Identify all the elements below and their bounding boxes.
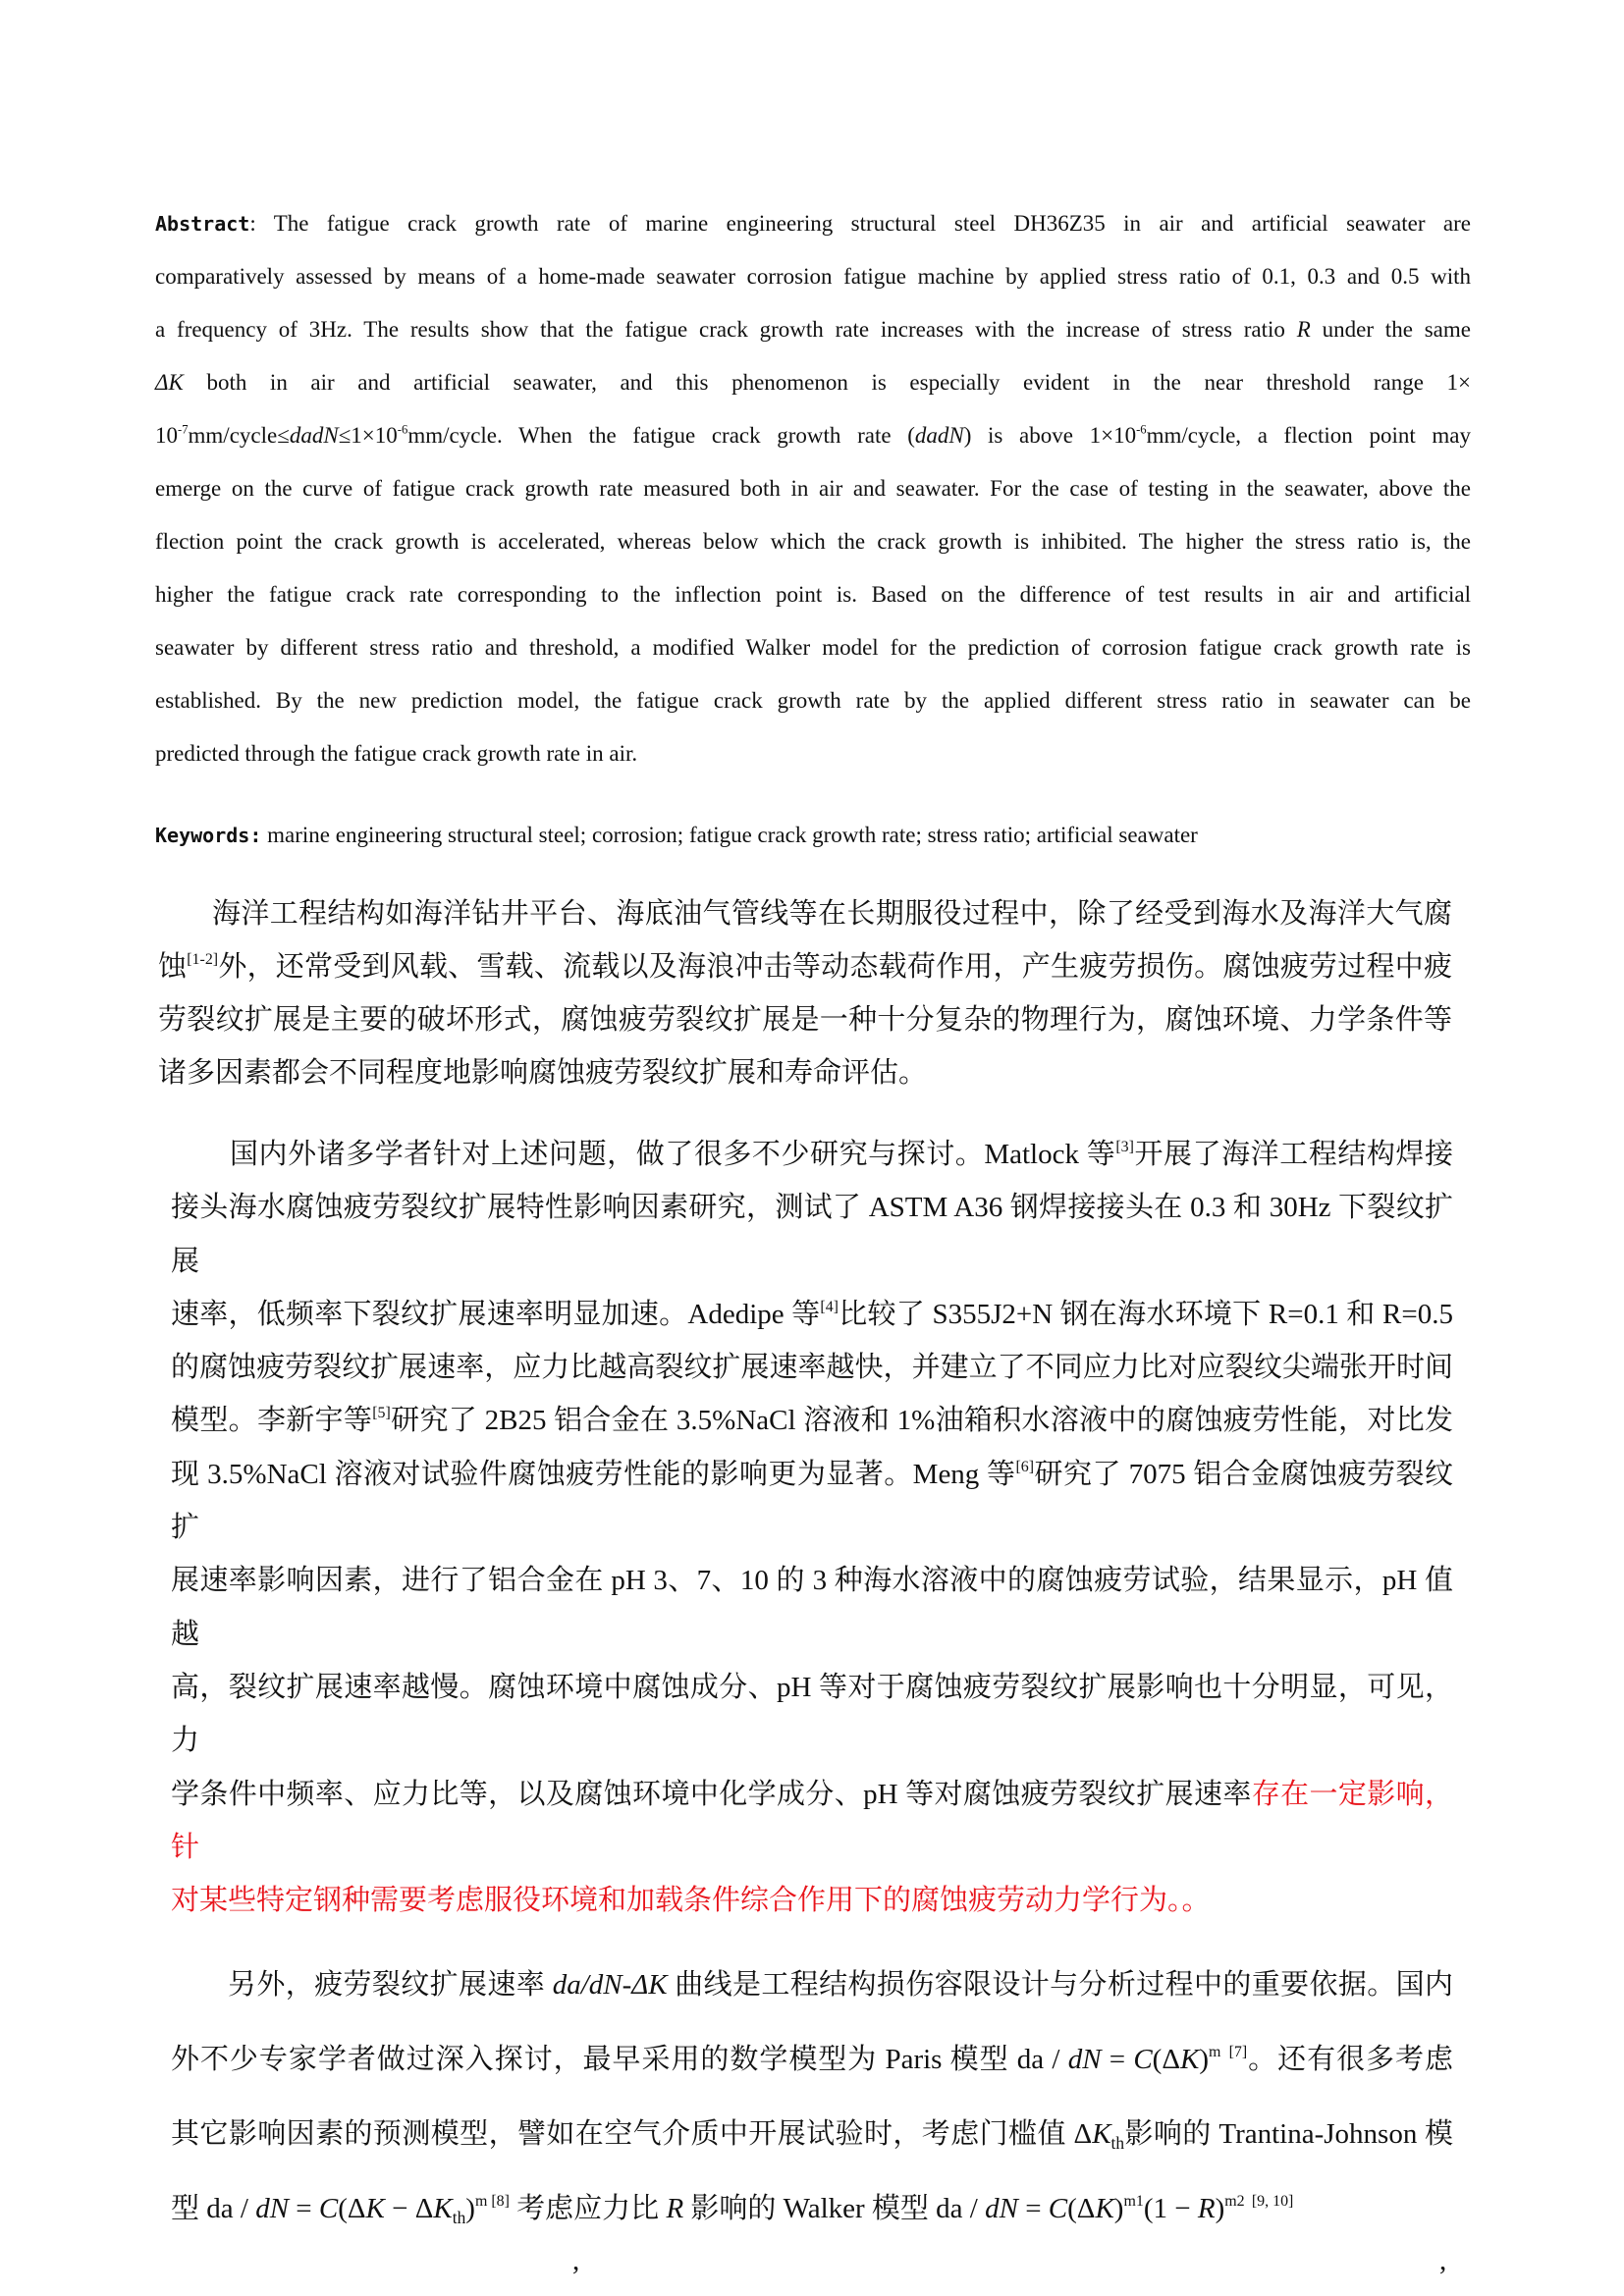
text-line — [171, 1394, 1453, 1447]
text-segment: comparatively assessed by means of a home-made seawater corrosion fatigue machine by applied stress ratio of 0.1, 0.3 and 0.5 with — [155, 264, 1471, 289]
text-segment: = — [1101, 2044, 1134, 2076]
text-segment: 外，还常受到风载、雪载、流载以及海浪冲击等动态载荷作用，产生疲劳损伤。腐蚀疲劳过程中疲 — [218, 951, 1452, 983]
subscript: th — [1110, 2133, 1125, 2154]
italic-symbol: dN — [985, 2193, 1018, 2225]
text-segment: 曲线是工程结构损伤容限设计与分析过程中的重要依据。国内 — [667, 1969, 1453, 2002]
text-segment: mm/cycle. When the fatigue crack growth rate ( — [407, 423, 915, 448]
text-segment: ) — [1199, 2044, 1209, 2076]
formula-comma: , — [1439, 2245, 1447, 2277]
text-line — [171, 2022, 1453, 2097]
text-line — [171, 1768, 1453, 1875]
superscript: -6 — [397, 422, 408, 437]
text-segment: 高，裂纹扩展速率越慢。腐蚀环境中腐蚀成分、pH 等对于腐蚀疲劳裂纹扩展影响也十分明显，可见，力 — [171, 1671, 1453, 1757]
text-segment: 其它影响因素的预测模型，譬如在空气介质中开展试验时，考虑门槛值 Δ — [171, 2118, 1093, 2151]
subscript: th — [452, 2208, 466, 2228]
highlighted-text: 存在一定影响，针 — [171, 1778, 1453, 1863]
text-segment: under the same — [1310, 317, 1471, 342]
text-segment: 劳裂纹扩展是主要的破坏形式，腐蚀疲劳裂纹扩展是一种十分复杂的物理行为，腐蚀环境、力学条件等 — [158, 1004, 1452, 1036]
text-segment: 蚀 — [158, 951, 188, 983]
italic-symbol: R — [666, 2193, 684, 2225]
text-segment: = — [289, 2193, 319, 2225]
text-segment: marine engineering structural steel; corrosion; fatigue crack growth rate; stress ratio; artificial seawater — [261, 823, 1198, 847]
text-segment: 诸多因素都会不同程度地影响腐蚀疲劳裂纹扩展和寿命评估。 — [158, 1057, 928, 1089]
text-segment — [1220, 2044, 1228, 2075]
text-line — [155, 568, 1471, 621]
superscript: m — [1209, 2044, 1221, 2061]
text-segment: 展速率影响因素，进行了铝合金在 pH 3、7、10 的 3 种海水溶液中的腐蚀疲劳试验，结果显示，pH 值越 — [171, 1565, 1453, 1650]
superscript: [3] — [1115, 1139, 1134, 1156]
text-line — [158, 887, 1452, 940]
formula-comma-row — [0, 2246, 1624, 2279]
text-segment: − Δ — [384, 2193, 434, 2225]
text-segment: ) — [465, 2193, 475, 2225]
text-segment: 速率，低频率下裂纹扩展速率明显加速。Adedipe 等 — [171, 1298, 821, 1330]
text-segment: mm/cycle, a flection point may — [1146, 423, 1471, 448]
text-line — [158, 940, 1452, 993]
text-segment: = — [1017, 2193, 1049, 2225]
text-segment: 接头海水腐蚀疲劳裂纹扩展特性影响因素研究，测试了 ASTM A36 钢焊接接头在 0.3 和 30Hz 下裂纹扩展 — [171, 1192, 1453, 1277]
text-segment: ) — [1113, 2193, 1124, 2225]
text-line — [171, 1128, 1453, 1181]
abstract — [155, 197, 1471, 780]
superscript: [5] — [372, 1405, 391, 1422]
text-segment: 的腐蚀疲劳裂纹扩展速率，应力比越高裂纹扩展速率越快，并建立了不同应力比对应裂纹尖端张开时间 — [171, 1352, 1453, 1384]
text-segment: seawater by different stress ratio and threshold, a modified Walker model for the prediction of corrosion fatigue crack growth rate is — [155, 635, 1471, 660]
italic-symbol: ΔK — [155, 370, 184, 395]
text-line — [158, 1046, 1452, 1099]
text-segment: predicted through the fatigue crack growth rate in air. — [155, 741, 638, 766]
text-segment: 国内外诸多学者针对上述问题，做了很多不少研究与探讨。Matlock 等 — [230, 1139, 1116, 1170]
italic-symbol: da/dN-ΔK — [552, 1969, 668, 2002]
text-line — [171, 1948, 1453, 2022]
text-line — [155, 515, 1471, 568]
text-line — [158, 993, 1452, 1046]
italic-symbol: dN — [255, 2193, 290, 2225]
italic-symbol: C — [1048, 2193, 1068, 2225]
superscript: [1-2] — [187, 951, 219, 969]
superscript: [4] — [820, 1298, 839, 1315]
text-line — [171, 1448, 1453, 1555]
italic-symbol: K — [1095, 2193, 1114, 2225]
text-line — [155, 727, 1471, 780]
italic-symbol: R — [1197, 2193, 1216, 2225]
keywords — [155, 809, 1471, 862]
text-line — [171, 1874, 1453, 1927]
text-segment: 影响的 Trantina-Johnson 模 — [1124, 2118, 1453, 2151]
superscript: m2 — [1224, 2193, 1245, 2211]
text-segment: 模型。李新宇等 — [171, 1405, 373, 1437]
text-segment: (1 − — [1143, 2193, 1198, 2225]
italic-symbol: K — [365, 2193, 385, 2225]
paragraph-models — [171, 1948, 1453, 2246]
text-segment: 现 3.5%NaCl 溶液对试验件腐蚀疲劳性能的影响更为显著。Meng 等 — [171, 1458, 1016, 1490]
text-segment: higher the fatigue crack rate corresponding to the inflection point is. Based on the difference of test results in air and artificial — [155, 582, 1471, 607]
text-line — [171, 1554, 1453, 1661]
text-line — [155, 621, 1471, 674]
text-segment: 型 da / — [171, 2193, 256, 2225]
superscript: -7 — [178, 422, 189, 437]
text-segment: 学条件中频率、应力比等，以及腐蚀环境中化学成分、pH 等对腐蚀疲劳裂纹扩展速率 — [171, 1778, 1252, 1810]
paragraph-intro — [158, 887, 1452, 1099]
text-segment: emerge on the curve of fatigue crack growth rate measured both in air and seawater. For the case of testing in the seawater, above the — [155, 476, 1471, 501]
text-segment: (Δ — [338, 2193, 366, 2225]
text-segment: 研究了 2B25 铝合金在 3.5%NaCl 溶液和 1%油箱积水溶液中的腐蚀疲劳性能，对比发 — [390, 1405, 1453, 1437]
text-segment: 影响的 Walker 模型 da / — [683, 2193, 986, 2225]
text-segment: 开展了海洋工程结构焊接 — [1133, 1139, 1453, 1170]
text-line — [171, 1181, 1453, 1288]
text-segment: 比较了 S355J2+N 钢在海水环境下 R=0.1 和 R=0.5 — [838, 1298, 1453, 1330]
text-segment: (Δ — [1152, 2044, 1180, 2076]
text-line — [171, 1288, 1453, 1341]
italic-symbol: K — [1179, 2044, 1200, 2076]
italic-symbol: dadN — [914, 423, 964, 448]
text-segment: mm/cycle≤ — [188, 423, 290, 448]
superscript: -6 — [1136, 422, 1147, 437]
paragraph-literature-review — [171, 1128, 1453, 1927]
formula-comma: , — [572, 2245, 580, 2277]
highlighted-text: 对某些特定钢种需要考虑服役环境和加载条件综合作用下的腐蚀疲劳动力学行为。。 — [171, 1885, 1211, 1917]
text-segment: both in air and artificial seawater, and this phenomenon is especially evident in the near threshold range 1× — [183, 370, 1471, 395]
superscript: [9, 10] — [1251, 2193, 1294, 2211]
italic-symbol: R — [1296, 317, 1311, 342]
italic-symbol: K — [1092, 2118, 1111, 2151]
text-segment: flection point the crack growth is accelerated, whereas below which the crack growth is inhibited. The higher the stress ratio is, the — [155, 529, 1471, 554]
superscript: m [8] — [474, 2193, 510, 2211]
superscript: [7] — [1228, 2044, 1248, 2061]
text-line — [155, 250, 1471, 303]
italic-symbol: dadN — [289, 423, 339, 448]
italic-symbol: K — [433, 2193, 453, 2225]
text-segment: a frequency of 3Hz. The results show that the fatigue crack growth rate increases with the increase of stress ratio — [155, 317, 1297, 342]
text-line — [155, 303, 1471, 356]
text-segment: established. By the new prediction model, the fatigue crack growth rate by the applied different stress ratio in seawater can be — [155, 688, 1471, 713]
text-line — [155, 356, 1471, 409]
text-segment: (Δ — [1067, 2193, 1096, 2225]
text-segment — [1245, 2193, 1252, 2224]
text-segment: ) — [1215, 2193, 1225, 2225]
italic-symbol: C — [318, 2193, 339, 2225]
heading-label: Abstract — [155, 212, 250, 236]
superscript: m1 — [1123, 2193, 1144, 2211]
italic-symbol: C — [1133, 2044, 1153, 2076]
text-segment: 另外，疲劳裂纹扩展速率 — [228, 1969, 553, 2002]
text-line — [155, 197, 1471, 250]
text-segment: ≤1×10 — [338, 423, 398, 448]
text-line — [171, 2171, 1453, 2246]
text-segment: 考虑应力比 — [509, 2193, 667, 2225]
text-line — [171, 1661, 1453, 1768]
text-segment: : The fatigue crack growth rate of marine engineering structural steel DH36Z35 in air and artificial seawater are — [249, 211, 1471, 236]
text-line — [171, 2097, 1453, 2171]
text-line — [155, 674, 1471, 727]
text-segment: ) is above 1×10 — [963, 423, 1137, 448]
italic-symbol: dN — [1067, 2044, 1102, 2076]
text-segment: 10 — [155, 423, 178, 448]
heading-label: Keywords: — [155, 824, 262, 847]
text-segment: 研究了 7075 铝合金腐蚀疲劳裂纹扩 — [171, 1458, 1453, 1544]
text-line — [171, 1341, 1453, 1394]
text-segment: 海洋工程结构如海洋钻井平台、海底油气管线等在长期服役过程中，除了经受到海水及海洋大气腐 — [212, 898, 1452, 930]
superscript: [6] — [1015, 1458, 1035, 1475]
text-segment: 。还有很多考虑 — [1247, 2044, 1453, 2076]
text-line — [155, 462, 1471, 515]
text-line — [155, 409, 1471, 462]
text-line — [155, 809, 1471, 862]
text-segment: 外不少专家学者做过深入探讨，最早采用的数学模型为 Paris 模型 da / — [171, 2044, 1068, 2076]
